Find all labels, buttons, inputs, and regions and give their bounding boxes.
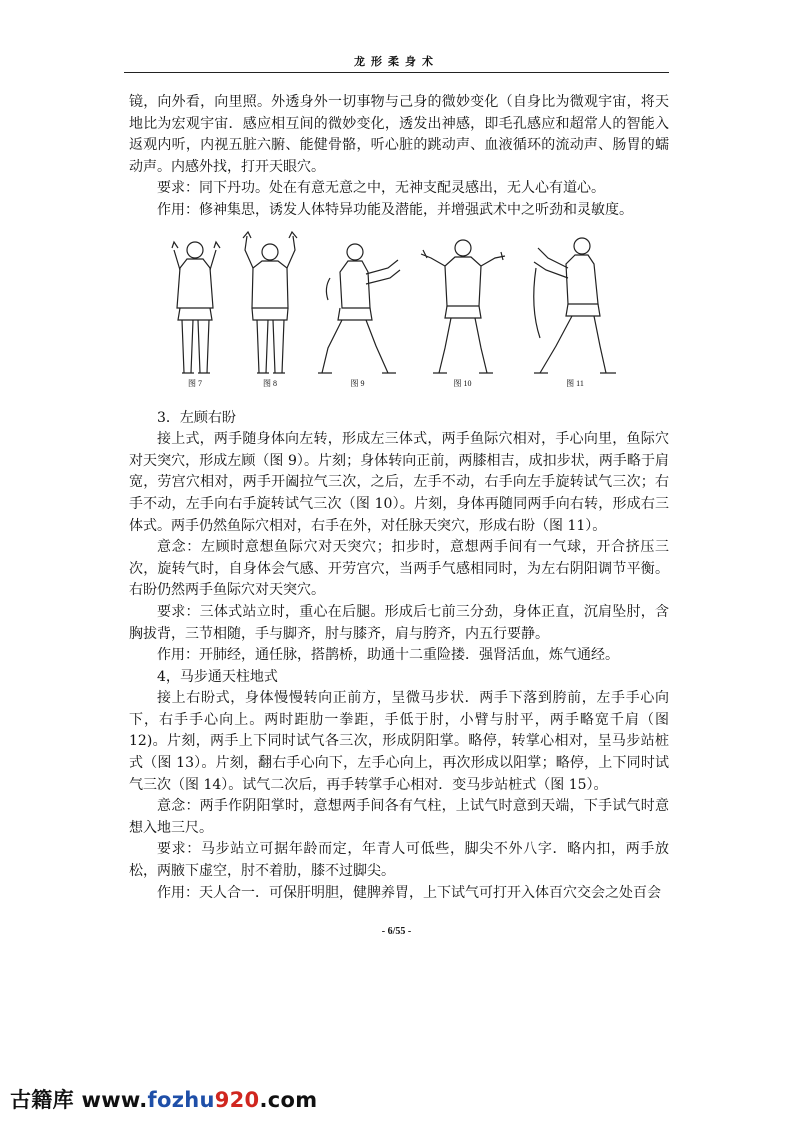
section-heading: 4，马步通天柱地式 (157, 668, 278, 685)
header-rule (124, 72, 669, 73)
body-paragraph: 镜，向外看，向里照。外透身外一切事物与己身的微妙变化（自身比为微观宇宙，将天地比为宏观宇宙．感应相互间的微妙变化，透发出神感，即毛孔感应和超常人的智能入返观内听，内视五脏六腑、能健骨骼，听心脏的跳动声、血液循环的流动声、肠胃的蠕动声。内感外找，打开天眼穴。 (129, 94, 669, 175)
page-number: - 6/55 - (381, 926, 412, 937)
figure-caption: 图 9 (350, 379, 365, 388)
figure-strip (160, 228, 630, 390)
watermark-mid: fozhu (147, 1088, 215, 1112)
figure-11 (520, 228, 630, 390)
page-body (129, 92, 669, 904)
figure-caption: 图 11 (566, 379, 584, 388)
figure-caption: 图 10 (453, 379, 472, 388)
figure-7-illustration (160, 228, 230, 378)
body-paragraph: 作用：修神集思，诱发人体特异功能及潜能，并增强武术中之听劲和灵敏度。 (157, 201, 633, 218)
figure-caption: 图 8 (263, 379, 277, 388)
figure-8-illustration (235, 228, 305, 378)
figure-7 (160, 228, 230, 390)
body-paragraph: 要求：同下丹功。处在有意无意之中，无神支配灵感出，无人心有道心。 (157, 180, 605, 197)
figure-10-illustration (415, 228, 510, 378)
body-paragraph: 接上式，两手随身体向左转，形成左三体式，两手鱼际穴相对，手心向里，鱼际穴对天突穴，形成左顾（图 9）。片刻；身体转向正前，两膝相吉，成扣步状，两手略于肩宽，劳宫穴相对，两手开阖拉气三次，之后，左手不动，右手向左手旋转试气三次；右手不动，左手向右手旋转试气三次（图 10）。片刻，身体再随同两手向右转，形成右三体式。两手仍然鱼际穴相对，右手在外，对任脉天突穴，形成右盼（图 11）。 (129, 431, 669, 534)
body-paragraph: 作用：开肺经，通任脉，搭鹊桥，助通十二重险搂．强肾活血，炼气通经。 (157, 647, 619, 664)
figure-9 (310, 228, 405, 390)
figure-10 (415, 228, 510, 390)
section-heading: 3．左顾右盼 (157, 409, 236, 426)
watermark-suffix: .com (259, 1088, 318, 1112)
body-paragraph: 意念：左顾时意想鱼际穴对天突穴；扣步时，意想两手间有一气球，开合挤压三次，旋转气时，自身体会气感、开劳宫穴，当两手气感相同时，为左右阴阳调节平衡。右盼仍然两手鱼际穴对天突穴。 (129, 539, 669, 599)
body-paragraph: 要求：三体式站立时，重心在后腿。形成后七前三分劲，身体正直，沉肩坠肘，含胸拔背，三节相随，手与脚齐，肘与膝齐，肩与胯齐，内五行要静。 (129, 603, 669, 642)
figure-8 (235, 228, 305, 390)
body-paragraph: 作用：天人合一．可保肝明胆，健脾养胃，上下试气可打开入体百穴交会之处百会 (157, 884, 661, 901)
figure-caption: 图 7 (188, 379, 202, 388)
body-paragraph: 接上右盼式，身体慢慢转向正前方，呈微马步状．两手下落到胯前，左手手心向下，右手手心向上。两时距肋一拳距，手低于肘，小臂与肘平，两手略宽千肩（图 12)。片刻，两手上下同时试气各三次，形成阴阳掌。略停，转掌心相对，呈马步站桩式（图 13）。片刻，翻右手心向下，左手心向上，再次形成以阳掌；略停，上下同时试气三次（图 14）。试气二次后，再手转掌手心相对．变马步站桩式（图 15）。 (129, 690, 669, 793)
body-paragraph: 意念：两手作阴阳掌时，意想两手间各有气柱，上试气时意到天端，下手试气时意想入地三尺。 (129, 798, 669, 836)
body-paragraph: 要求：马步站立可据年龄而定，年青人可低些，脚尖不外八字．略内扣，两手放松，两腋下虚空，肘不着肋，膝不过脚尖。 (129, 841, 669, 880)
page-header-title: 龙形柔身术 (354, 55, 439, 68)
figure-11-illustration (520, 228, 630, 378)
figure-9-illustration (310, 228, 405, 378)
watermark-prefix: 古籍库 www. (10, 1088, 148, 1112)
site-watermark (10, 1084, 317, 1114)
watermark-num: 920 (214, 1088, 260, 1112)
